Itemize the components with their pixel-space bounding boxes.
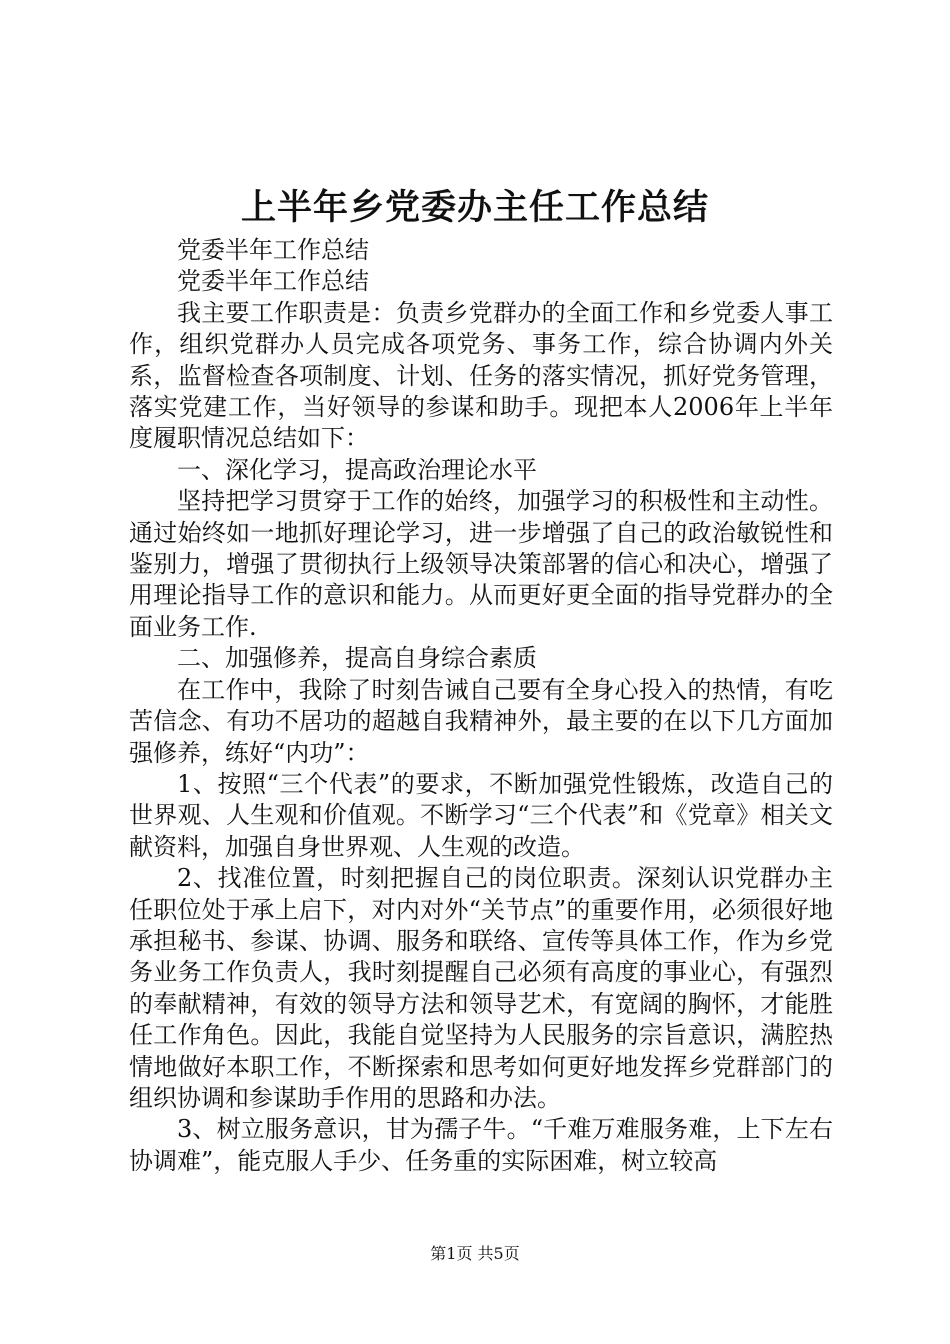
paragraph: 在工作中，我除了时刻告诫自己要有全身心投入的热情，有吃苦信念、有功不居功的超越自我精神外，最主要的在以下几方面加强修养，练好“内功”： xyxy=(129,675,833,767)
list-item: 1、按照“三个代表”的要求，不断加强党性锻炼，改造自己的世界观、人生观和价值观。不断学习“三个代表”和《党章》相关文献资料，加强自身世界观、人生观的改造。 xyxy=(129,769,833,861)
document-body xyxy=(129,235,833,1177)
section-heading: 一、深化学习，提高政治理论水平 xyxy=(177,455,537,484)
document-title: 上半年乡党委办主任工作总结 xyxy=(240,187,709,228)
paragraph: 党委半年工作总结 xyxy=(177,236,369,264)
paragraph: 坚持把学习贯穿于工作的始终，加强学习的积极性和主动性。通过始终如一地抓好理论学习，进一步增强了自己的政治敏锐性和鉴别力，增强了贯彻执行上级领导决策部署的信心和决心，增强了用理论指导工作的意识和能力。从而更好更全面的指导党群办的全面业务工作. xyxy=(129,487,833,641)
list-item: 3、树立服务意识，甘为孺子牛。“千难万难服务难，上下左右协调难”，能克服人手少、任务重的实际困难，树立较高 xyxy=(129,1115,833,1175)
paragraph: 我主要工作职责是：负责乡党群办的全面工作和乡党委人事工作，组织党群办人员完成各项党务、事务工作，综合协调内外关系，监督检查各项制度、计划、任务的落实情况，抓好党务管理，落实党建工作，当好领导的参谋和助手。现把本人2006年上半年度履职情况总结如下： xyxy=(129,298,833,453)
section-heading: 二、加强修养，提高自身综合素质 xyxy=(177,644,537,673)
page-footer: 第1页 共5页 xyxy=(430,1244,520,1263)
list-item: 2、找准位置，时刻把握自己的岗位职责。深刻认识党群办主任职位处于承上启下，对内对外“关节点”的重要作用，必须很好地承担秘书、参谋、协调、服务和联络、宣传等具体工作，作为乡党务业务工作负责人，我时刻提醒自己必须有高度的事业心，有强烈的奉献精神，有效的领导方法和领导艺术，有宽阔的胸怀，才能胜任工作角色。因此，我能自觉坚持为人民服务的宗旨意识，满腔热情地做好本职工作，不断探索和思考如何更好地发挥乡党群部门的组织协调和参谋助手作用的思路和办法。 xyxy=(129,864,833,1112)
paragraph: 党委半年工作总结 xyxy=(177,267,369,296)
